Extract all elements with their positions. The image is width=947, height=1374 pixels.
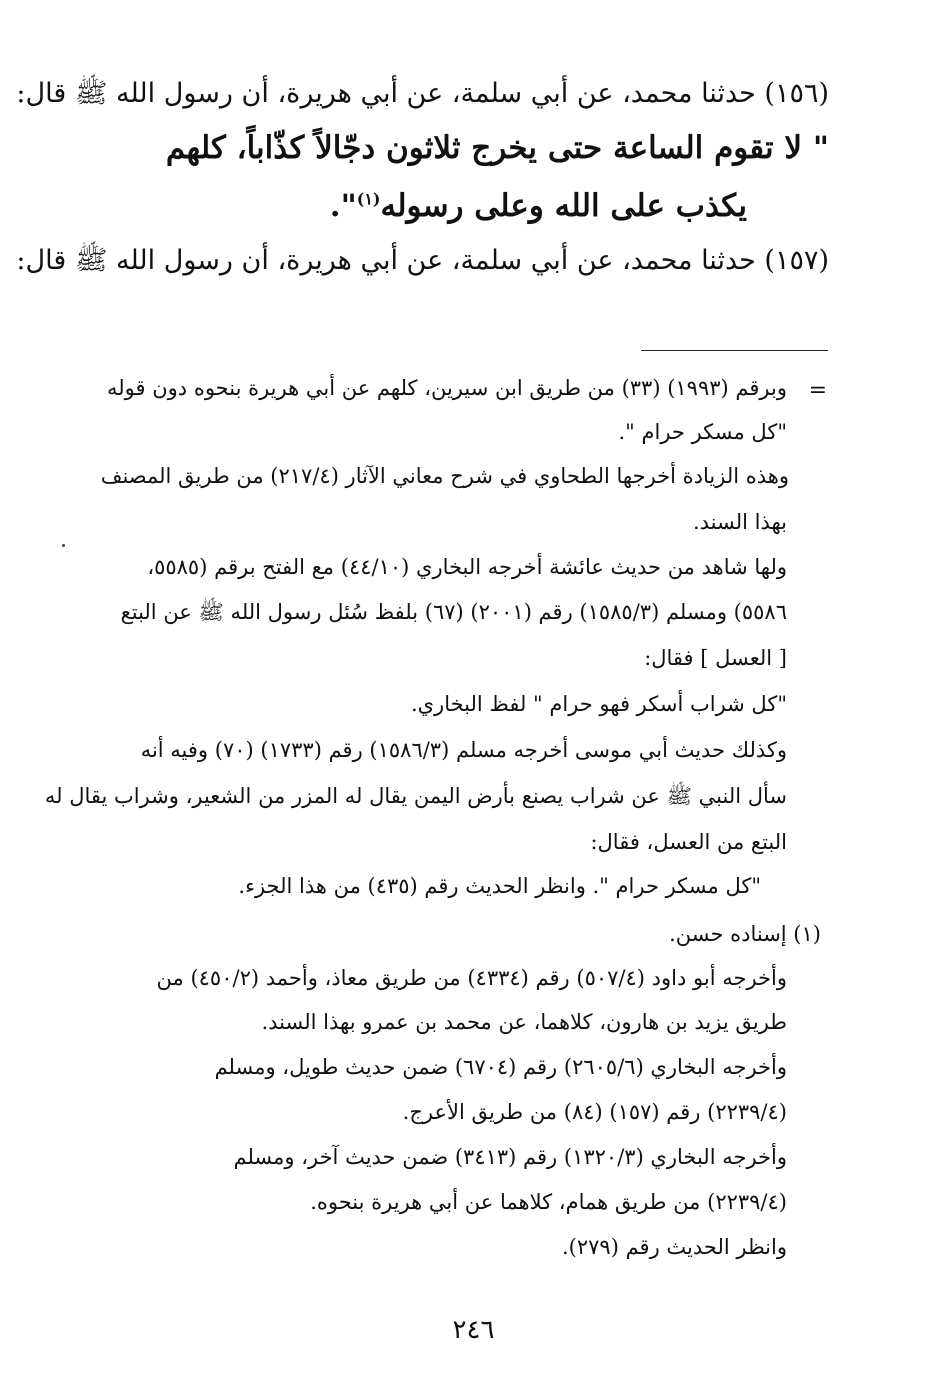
footnote-line: وانظر الحديث رقم (٢٧٩). [561, 1235, 787, 1259]
footnote-line: ٥٥٨٦) ومسلم (١٥٨٥/٣) رقم (٢٠٠١) (٦٧) بلفظ سُئل رسول الله ﷺ عن البتع [120, 600, 787, 624]
hadith-156-intro: (١٥٦) حدثنا محمد، عن أبي سلمة، عن أبي هريرة، أن رسول الله ﷺ قال: [16, 78, 829, 109]
hadith-156-text-line-2 [330, 188, 747, 225]
footnote-reference: (١) [356, 189, 381, 209]
footnote-line: البتع من العسل، فقال: [590, 830, 787, 854]
footnote-line: "كل شراب أسكر فهو حرام " لفظ البخاري. [410, 692, 787, 716]
footnote-line: وهذه الزيادة أخرجها الطحاوي في شرح معاني الآثار (٢١٧/٤) من طريق المصنف [100, 464, 789, 488]
page-number: ٢٤٦ [452, 1315, 495, 1345]
footnote-line: طريق يزيد بن هارون، كلاهما، عن محمد بن عمرو بهذا السند. [261, 1010, 787, 1034]
footnote-line: (٢٢٣٩/٤) من طريق همام، كلاهما عن أبي هريرة بنحوه. [310, 1190, 787, 1214]
hadith-156-text-end: ". [329, 188, 357, 224]
footnote-line: سأل النبي ﷺ عن شراب يصنع بأرض اليمن يقال له المزر من الشعير، وشراب يقال له [44, 784, 787, 808]
footnote-line: [ العسل ] فقال: [644, 646, 787, 670]
footnote-line: وأخرجه أبو داود (٥٠٧/٤) رقم (٤٣٣٤) من طريق معاذ، وأحمد (٤٥٠/٢) من [156, 966, 787, 990]
footnote-divider [641, 350, 828, 351]
footnote-line: وأخرجه البخاري (٢٦٠٥/٦) رقم (٦٧٠٤) ضمن حديث طويل، ومسلم [214, 1055, 787, 1079]
footnote-line: "كل مسكر حرام ". وانظر الحديث رقم (٤٣٥) من هذا الجزء. [238, 874, 761, 898]
footnote-line: "كل مسكر حرام ". [618, 420, 787, 444]
hadith-157-intro: (١٥٧) حدثنا محمد، عن أبي سلمة، عن أبي هريرة، أن رسول الله ﷺ قال: [16, 245, 829, 276]
scan-speck [62, 544, 65, 547]
footnote-line: ولها شاهد من حديث عائشة أخرجه البخاري (٤٤/١٠) مع الفتح برقم (٥٥٨٥، [147, 555, 787, 579]
footnote-line: وكذلك حديث أبي موسى أخرجه مسلم (١٥٨٦/٣) رقم (١٧٣٣) (٧٠) وفيه أنه [140, 738, 787, 762]
hadith-156-text-line-1: " لا تقوم الساعة حتى يخرج ثلاثون دجّالاً كذّاباً، كلهم [165, 130, 829, 166]
continuation-marker: = [808, 378, 827, 403]
footnote-line: وأخرجه البخاري (١٣٢٠/٣) رقم (٣٤١٣) ضمن حديث آخر، ومسلم [233, 1145, 787, 1169]
footnote-line: (٢٢٣٩/٤) رقم (١٥٧) (٨٤) من طريق الأعرج. [402, 1100, 787, 1124]
footnote-line: وبرقم (١٩٩٣) (٣٣) من طريق ابن سيرين، كلهم عن أبي هريرة بنحوه دون قوله [107, 376, 787, 400]
footnote-1-heading: (١) إسناده حسن. [669, 922, 821, 946]
hadith-156-text-part: يكذب على الله وعلى رسوله [380, 188, 747, 224]
footnote-line: بهذا السند. [692, 510, 787, 534]
